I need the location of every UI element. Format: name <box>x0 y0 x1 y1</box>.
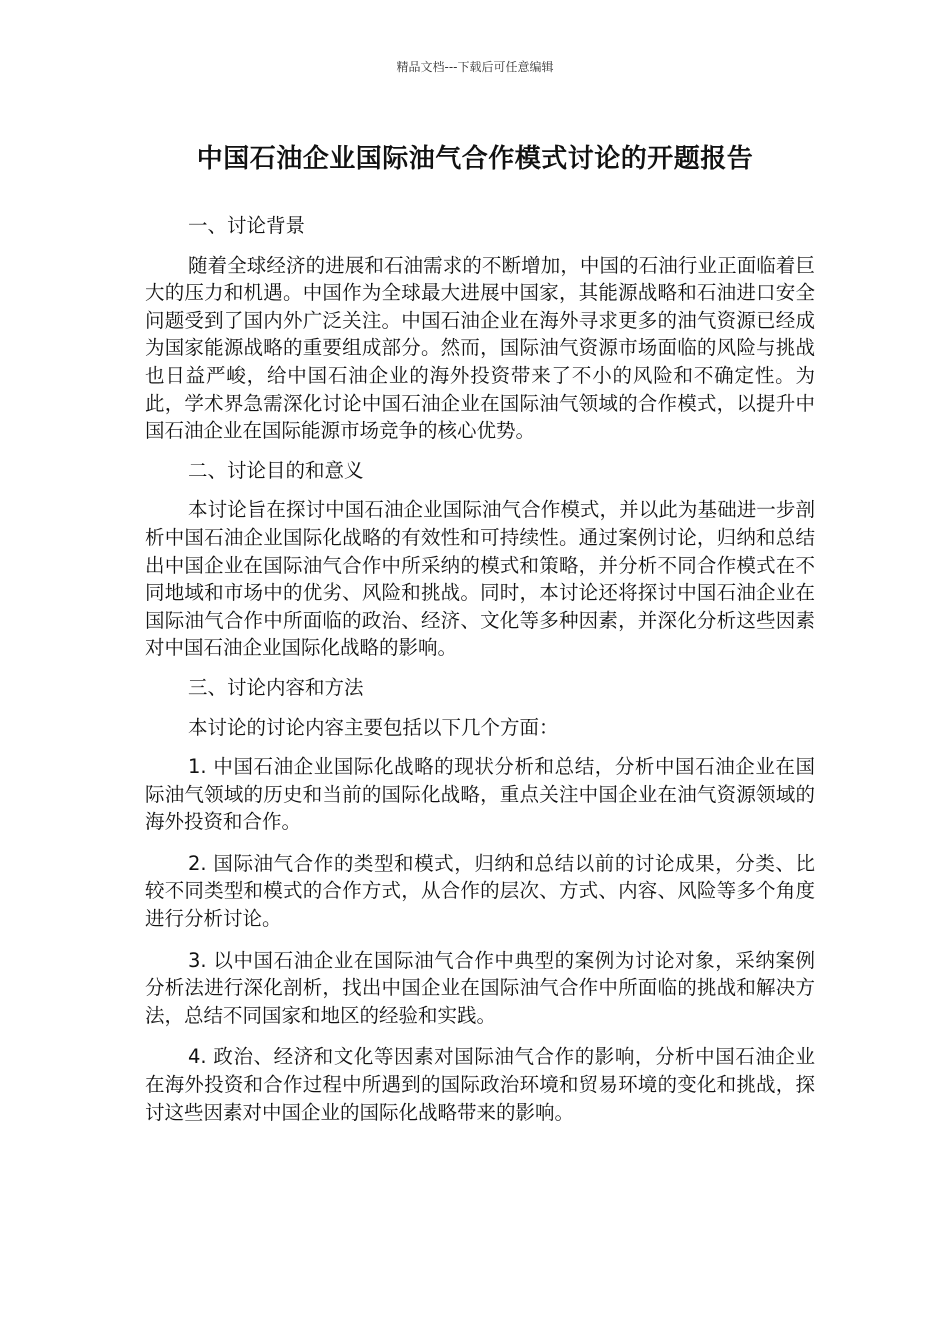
paragraph-content-intro: 本讨论的讨论内容主要包括以下几个方面： <box>188 715 559 739</box>
list-item-2: 2. 国际油气合作的类型和模式，归纳和总结以前的讨论成果，分类、比较不同类型和模式的合作方式，从合作的层次、方式、内容、风险等多个角度进行分析讨论。 <box>145 851 815 931</box>
document-body <box>145 212 815 1140</box>
document-title: 中国石油企业国际油气合作模式讨论的开题报告 <box>196 144 754 174</box>
section-heading-purpose: 二、讨论目的和意义 <box>188 458 364 482</box>
paragraph-purpose: 本讨论旨在探讨中国石油企业国际油气合作模式，并以此为基础进一步剖析中国石油企业国际化战略的有效性和可持续性。通过案例讨论，归纳和总结出中国企业在国际油气合作中所采纳的模式和策略，并分析不同合作模式在不同地域和市场中的优劣、风险和挑战。同时，本讨论还将探讨中国石油企业在国际油气合作中所面临的政治、经济、文化等多种因素，并深化分析这些因素对中国石油企业国际化战略的影响。 <box>145 498 815 660</box>
paragraph-background: 随着全球经济的进展和石油需求的不断增加，中国的石油行业正面临着巨大的压力和机遇。中国作为全球最大进展中国家，其能源战略和石油进口安全问题受到了国内外广泛关注。中国石油企业在海外寻求更多的油气资源已经成为国家能源战略的重要组成部分。然而，国际油气资源市场面临的风险与挑战也日益严峻，给中国石油企业的海外投资带来了不小的风险和不确定性。为此，学术界急需深化讨论中国石油企业在国际油气领域的合作模式，以提升中国石油企业在国际能源市场竞争的核心优势。 <box>145 253 815 443</box>
header-note: 精品文档---下载后可任意编辑 <box>396 60 554 74</box>
section-heading-content-methods: 三、讨论内容和方法 <box>188 675 364 699</box>
list-item-3: 3. 以中国石油企业在国际油气合作中典型的案例为讨论对象，采纳案例分析法进行深化剖析，找出中国企业在国际油气合作中所面临的挑战和解决方法，总结不同国家和地区的经验和实践。 <box>145 948 815 1027</box>
list-item-4: 4. 政治、经济和文化等因素对国际油气合作的影响，分析中国石油企业在海外投资和合作过程中所遇到的国际政治环境和贸易环境的变化和挑战，探讨这些因素对中国企业的国际化战略带来的影响。 <box>145 1045 815 1124</box>
list-item-1: 1. 中国石油企业国际化战略的现状分析和总结，分析中国石油企业在国际油气领域的历史和当前的国际化战略，重点关注中国企业在油气资源领域的海外投资和合作。 <box>145 755 815 834</box>
section-heading-background: 一、讨论背景 <box>188 214 306 237</box>
